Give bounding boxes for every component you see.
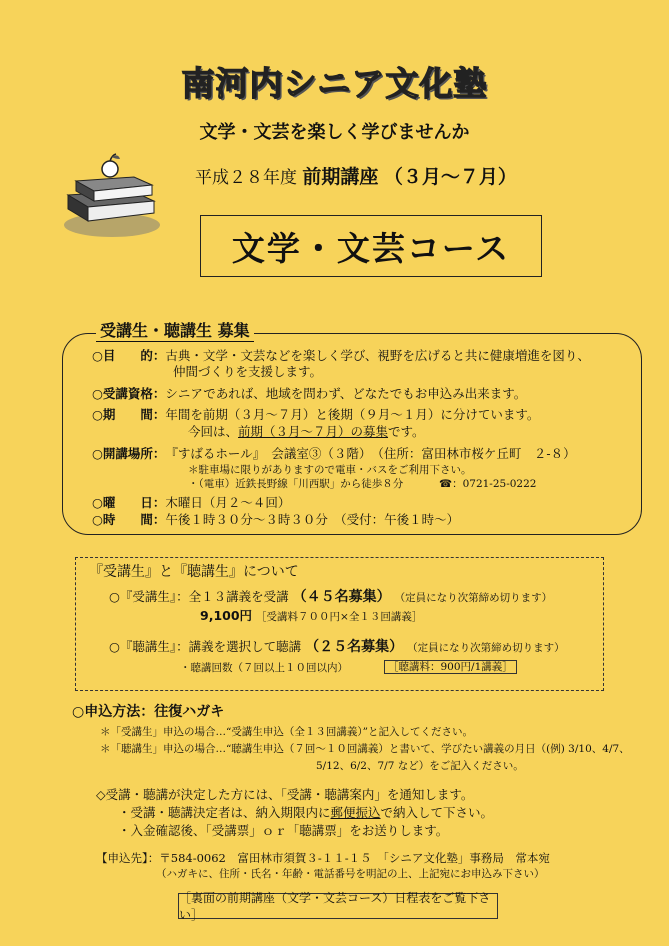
notice-line-2-post: で納入して下さい。 [380,805,494,820]
time-label: ○時 間： [92,512,166,527]
audit-capacity: （２５名募集） [305,639,404,655]
venue-row [92,446,576,462]
audit-fee [384,659,517,675]
term-session: 前期講座 [302,166,379,188]
students-heading: 『受講生』と『聴講生』について [89,564,299,580]
period-row [92,407,539,423]
footer-note: ［裏面の前期講座（文学・文芸コース）日程表をご覧下さい］ [179,891,491,922]
time-row [92,512,459,528]
eligibility-label: ○受講資格： [92,386,166,401]
regular-row [109,589,552,606]
purpose-label: ○目 的： [92,348,166,363]
regular-capacity: （４５名募集） [292,589,391,605]
notice-line-2-pre: ・受講・聴講決定者は、納入期限内に [118,805,331,820]
regular-fee-detail: ［受講料７００円×全１３回講義］ [256,611,423,623]
venue-text: 『すばるホール』 会議室③（３階） （住所：富田林市桜ケ丘町 ２-８） [165,446,576,461]
purpose-row [92,348,590,364]
contact-address: 【申込先】：〒584-0062 富田林市須賀３-１１-１５ 「シニア文化塾」事務局 常本宛 [96,851,550,865]
regular-note: （定員になり次第締め切ります） [394,592,553,604]
notice-line-3: ・入金確認後、「受講票」ｏｒ「聴講票」をお送りします。 [118,823,449,838]
apply-heading: ○申込方法：往復ハガキ [72,704,225,720]
day-row [92,495,290,511]
regular-label: ○『受講生』： [109,589,189,604]
course-title-box [200,215,542,277]
notice-line-2 [118,805,493,821]
venue-label: ○開講場所： [92,446,166,461]
term-months: （３月～７月） [383,166,517,188]
audit-label: ○『聴講生』： [109,639,189,654]
day-label: ○曜 日： [92,495,166,510]
apply-line-1: ＊「受講生」申込の場合…“受講生申込（全１３回講義）”と記入してください。 [100,726,473,738]
time-text: 午後１時３０分～３時３０分 （受付：午後１時～） [165,512,460,527]
apply-line-2: ＊「聴講生」申込の場合…“聴講生申込（７回～１０回講義）と書いて、学びたい講義の月日（(例) 3/10、4/7、 [100,743,630,755]
period-current: 前期（３月～７月）の募集 [238,424,389,439]
footer-note-box [178,891,498,922]
course-title: 文学・文芸コース [231,228,511,268]
day-text: 木曜日（月２～４回） [165,495,291,510]
period-row-2 [188,424,425,440]
notice-line-1: ◇受講・聴講が決定した方には、「受講・聴講案内」を通知します。 [96,787,474,802]
postal-transfer: 郵便振込 [330,805,381,820]
contact-note: （ハガキに、住所・氏名・年齢・電話番号を明記の上、上記宛にお申込み下さい） [156,868,545,880]
page-title: 南河内シニア文化塾 [181,64,488,103]
eligibility-text: シニアであれば、地域を問わず、どなたでもお申込み出来ます。 [165,386,527,401]
eligibility-row [92,386,526,402]
audit-row [109,639,565,656]
period-label: ○期 間： [92,407,166,422]
venue-note-train: ・（電車）近鉄長野線「川西駅」から徒歩８分 [188,478,404,490]
regular-fee: 9,100円 [200,608,253,623]
venue-tel: ☎：0721-25-0222 [439,478,537,490]
audit-text: 講義を選択して聴講 [188,639,302,654]
term-line [195,162,517,189]
audit-fee-text: ［聴講料：900円/1講義］ [384,660,517,674]
subtitle: 文学・文芸を楽しく学びませんか [199,122,470,143]
regular-fee-row [200,608,422,625]
term-year: 平成２８年度 [195,168,297,188]
audit-note: （定員になり次第締め切ります） [407,642,565,654]
audit-count: ・聴講回数（７回以上１０回以内） [180,662,348,674]
purpose-text: 古典・文学・文芸などを楽しく学び、視野を広げると共に健康増進を図り、 [165,348,590,363]
period-text: 年間を前期（３月～７月）と後期（９月～１月）に分けています。 [165,407,540,422]
regular-text: 全１３講義を受講 [188,589,289,604]
apply-line-3: 5/12、6/2、7/7 など）をご記入ください。 [316,760,524,772]
period-current-post: です。 [388,424,425,439]
venue-note-parking: ＊駐車場に限りがありますので電車・バスをご利用下さい。 [188,464,472,476]
period-current-pre: 今回は、 [188,424,239,439]
books-apple-icon [62,145,162,240]
purpose-row-2: 仲間づくりを支援します。 [173,364,323,379]
recruit-heading: 受講生・聴講生 募集 [96,318,254,342]
